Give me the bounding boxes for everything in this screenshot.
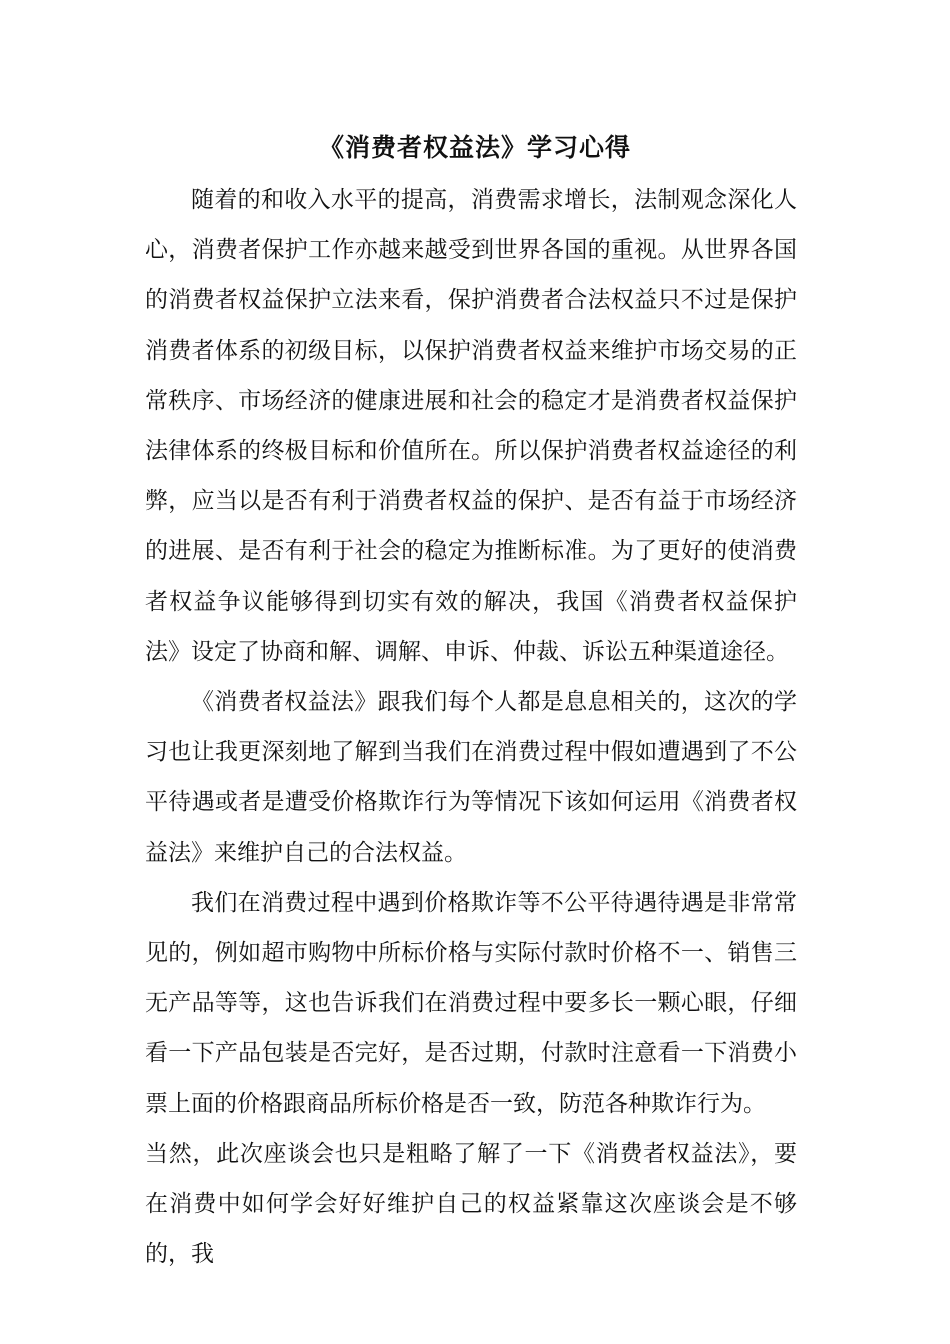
paragraph-conclusion: 当然，此次座谈会也只是粗略了解了一下《消费者权益法》，要在消费中如何学会好好维护自己的权益紧靠这次座谈会是不够的，我 (145, 1140, 797, 1268)
paragraph-fraud-examples: 我们在消费过程中遇到价格欺诈等不公平待遇待遇是非常常见的，例如超市购物中所标价格与实际付款时价格不一、销售三无产品等等，这也告诉我们在消费过程中要多长一颗心眼，仔细看一下产品包装是否完好，是否过期，付款时注意看一下消费小票上面的价格跟商品所标价格是否一致，防范各种欺诈行为。 (145, 889, 797, 1117)
document-title: 《消费者权益法》学习心得 (318, 133, 631, 162)
document-body (145, 175, 797, 1279)
paragraph-learning: 《消费者权益法》跟我们每个人都是息息相关的，这次的学习也让我更深刻地了解到当我们在消费过程中假如遭遇到了不公平待遇或者是遭受价格欺诈行为等情况下该如何运用《消费者权益法》来维护自己的合法权益。 (145, 689, 797, 866)
paragraph-intro: 随着的和收入水平的提高，消费需求增长，法制观念深化人心，消费者保护工作亦越来越受到世界各国的重视。从世界各国的消费者权益保护立法来看，保护消费者合法权益只不过是保护消费者体系的初级目标，以保护消费者权益来维护市场交易的正常秩序、市场经济的健康进展和社会的稳定才是消费者权益保护法律体系的终极目标和价值所在。所以保护消费者权益途径的利弊，应当以是否有利于消费者权益的保护、是否有益于市场经济的进展、是否有利于社会的稳定为推断标准。为了更好的使消费者权益争议能够得到切实有效的解决，我国《消费者权益保护法》设定了协商和解、调解、申诉、仲裁、诉讼五种渠道途径。 (145, 187, 797, 665)
